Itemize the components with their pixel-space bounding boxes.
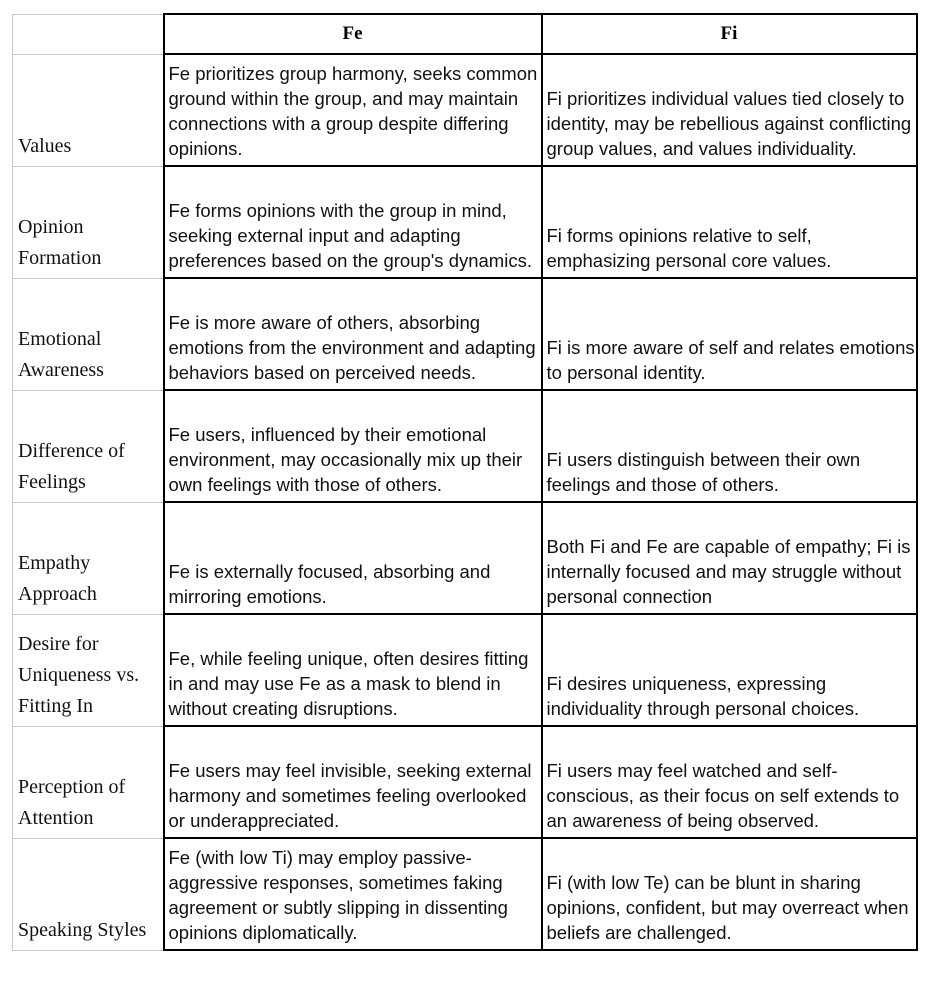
header-blank	[13, 14, 164, 54]
fe-cell: Fe, while feeling unique, often desires fitting in and may use Fe as a mask to blend in without creating disruptions.	[164, 614, 542, 726]
row-label: Speaking Styles	[13, 838, 164, 950]
fe-cell: Fe (with low Ti) may employ passive-aggressive responses, sometimes faking agreement or subtly slipping in dissenting opinions diplomatically.	[164, 838, 542, 950]
table-row	[13, 614, 917, 726]
fi-cell: Fi desires uniqueness, expressing individuality through personal choices.	[542, 614, 917, 726]
fe-cell: Fe prioritizes group harmony, seeks common ground within the group, and may maintain connections with a group despite differing opinions.	[164, 54, 542, 166]
table-row	[13, 838, 917, 950]
fi-cell: Fi forms opinions relative to self, emphasizing personal core values.	[542, 166, 917, 278]
fi-cell: Fi users may feel watched and self-conscious, as their focus on self extends to an awareness of being observed.	[542, 726, 917, 838]
header-row	[13, 14, 917, 54]
table-row	[13, 278, 917, 390]
fi-cell: Fi prioritizes individual values tied closely to identity, may be rebellious against conflicting group values, and values individuality.	[542, 54, 917, 166]
fi-cell: Fi (with low Te) can be blunt in sharing opinions, confident, but may overreact when beliefs are challenged.	[542, 838, 917, 950]
row-label: Difference of Feelings	[13, 390, 164, 502]
fe-cell: Fe users may feel invisible, seeking external harmony and sometimes feeling overlooked or underappreciated.	[164, 726, 542, 838]
fe-cell: Fe forms opinions with the group in mind, seeking external input and adapting preferences based on the group's dynamics.	[164, 166, 542, 278]
row-label: Desire for Uniqueness vs. Fitting In	[13, 614, 164, 726]
table-row	[13, 390, 917, 502]
fe-cell: Fe is externally focused, absorbing and mirroring emotions.	[164, 502, 542, 614]
fe-cell: Fe is more aware of others, absorbing emotions from the environment and adapting behaviors based on perceived needs.	[164, 278, 542, 390]
fi-cell: Both Fi and Fe are capable of empathy; Fi is internally focused and may struggle without personal connection	[542, 502, 917, 614]
row-label: Perception of Attention	[13, 726, 164, 838]
table-row	[13, 166, 917, 278]
table-row	[13, 502, 917, 614]
table-row	[13, 54, 917, 166]
fi-cell: Fi users distinguish between their own feelings and those of others.	[542, 390, 917, 502]
header-fi: Fi	[542, 14, 917, 54]
table-row	[13, 726, 917, 838]
row-label: Empathy Approach	[13, 502, 164, 614]
comparison-table	[12, 13, 918, 951]
row-label: Opinion Formation	[13, 166, 164, 278]
row-label: Emotional Awareness	[13, 278, 164, 390]
row-label: Values	[13, 54, 164, 166]
header-fe: Fe	[164, 14, 542, 54]
fe-cell: Fe users, influenced by their emotional environment, may occasionally mix up their own feelings with those of others.	[164, 390, 542, 502]
fi-cell: Fi is more aware of self and relates emotions to personal identity.	[542, 278, 917, 390]
